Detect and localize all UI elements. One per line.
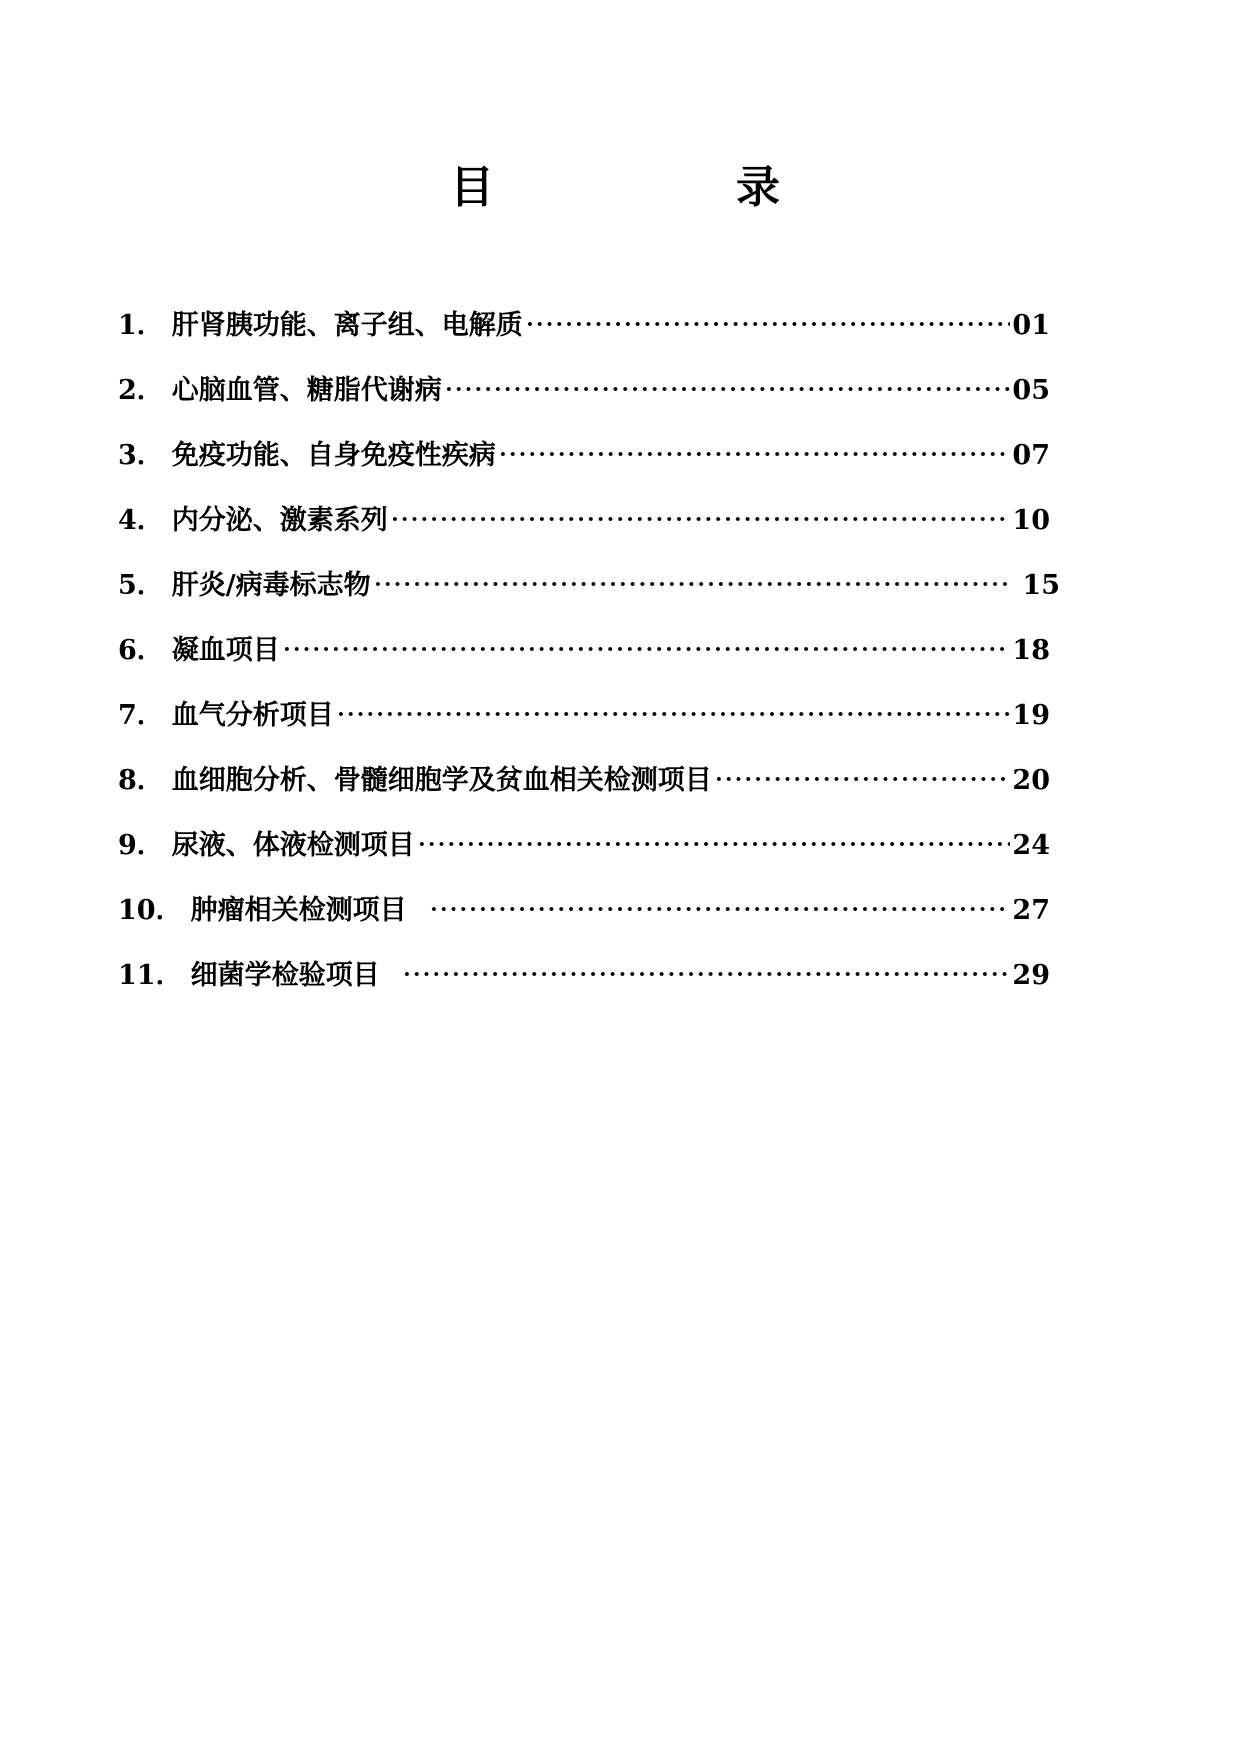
toc-entry[interactable] [118, 618, 1050, 683]
toc-entry-page: 24 [1012, 830, 1050, 861]
dot-leader [390, 516, 1011, 522]
toc-entry[interactable] [118, 748, 1050, 813]
dot-leader [429, 906, 1011, 912]
dot-leader [498, 451, 1011, 457]
dot-leader [525, 321, 1011, 327]
toc-entry-page: 20 [1012, 765, 1050, 796]
dot-leader [417, 841, 1011, 847]
toc-entry[interactable] [118, 553, 1060, 618]
page-title [450, 160, 780, 216]
toc-entry-title: 血细胞分析、骨髓细胞学及贫血相关检测项目 [171, 765, 712, 796]
toc-entry[interactable] [118, 358, 1050, 423]
toc-entry-number: 11． [118, 960, 183, 991]
toc-entry-page: 29 [1012, 960, 1050, 991]
toc-entry-number: 1． [118, 310, 164, 341]
dot-leader [444, 386, 1011, 392]
toc-entry-number: 3． [118, 440, 164, 471]
toc-entry[interactable] [118, 683, 1050, 748]
toc-entry[interactable] [118, 878, 1050, 943]
toc-entry-number: 7． [118, 700, 164, 731]
title-char-1: 目 [450, 162, 494, 213]
toc-entry-title: 内分泌、激素系列 [171, 505, 388, 536]
toc-entry[interactable] [118, 293, 1050, 358]
dot-leader [336, 711, 1011, 717]
toc-entry[interactable] [118, 813, 1050, 878]
dot-leader [714, 776, 1011, 782]
toc-entry-number: 4． [118, 505, 164, 536]
toc-entry-number: 6． [118, 635, 164, 666]
toc-entry-number: 9． [118, 830, 164, 861]
toc-entry-title: 免疫功能、自身免疫性疾病 [171, 440, 496, 471]
toc-entry[interactable] [118, 423, 1050, 488]
toc-entry-number: 10． [118, 895, 183, 926]
toc-entry-page: 07 [1012, 440, 1050, 471]
toc-entry-page: 15 [1022, 570, 1060, 601]
title-char-2: 录 [736, 162, 780, 213]
toc-entry-page: 01 [1012, 310, 1050, 341]
toc-entry[interactable] [118, 488, 1050, 553]
toc-entry-page: 18 [1012, 635, 1050, 666]
toc-entry-title: 心脑血管、糖脂代谢病 [171, 375, 442, 406]
toc-entry-number: 2． [118, 375, 164, 406]
toc-entry-title: 尿液、体液检测项目 [171, 830, 415, 861]
dot-leader [282, 646, 1011, 652]
toc-entry-title: 肝肾胰功能、离子组、电解质 [171, 310, 523, 341]
toc-entry-number: 8． [118, 765, 164, 796]
toc-entry-title: 肿瘤相关检测项目 [190, 895, 407, 926]
toc-entry[interactable] [118, 943, 1050, 1008]
toc-entry-number: 5． [118, 570, 164, 601]
toc-entry-page: 05 [1012, 375, 1050, 406]
toc-entry-title: 细菌学检验项目 [190, 960, 380, 991]
dot-leader [373, 581, 1011, 587]
dot-leader [402, 971, 1011, 977]
toc-entry-title: 凝血项目 [171, 635, 280, 666]
toc-entry-title: 血气分析项目 [171, 700, 334, 731]
toc-entry-title: 肝炎/病毒标志物 [171, 570, 371, 601]
toc-entry-page: 19 [1012, 700, 1050, 731]
table-of-contents [118, 293, 1060, 1008]
toc-entry-page: 27 [1012, 895, 1050, 926]
toc-entry-page: 10 [1012, 505, 1050, 536]
